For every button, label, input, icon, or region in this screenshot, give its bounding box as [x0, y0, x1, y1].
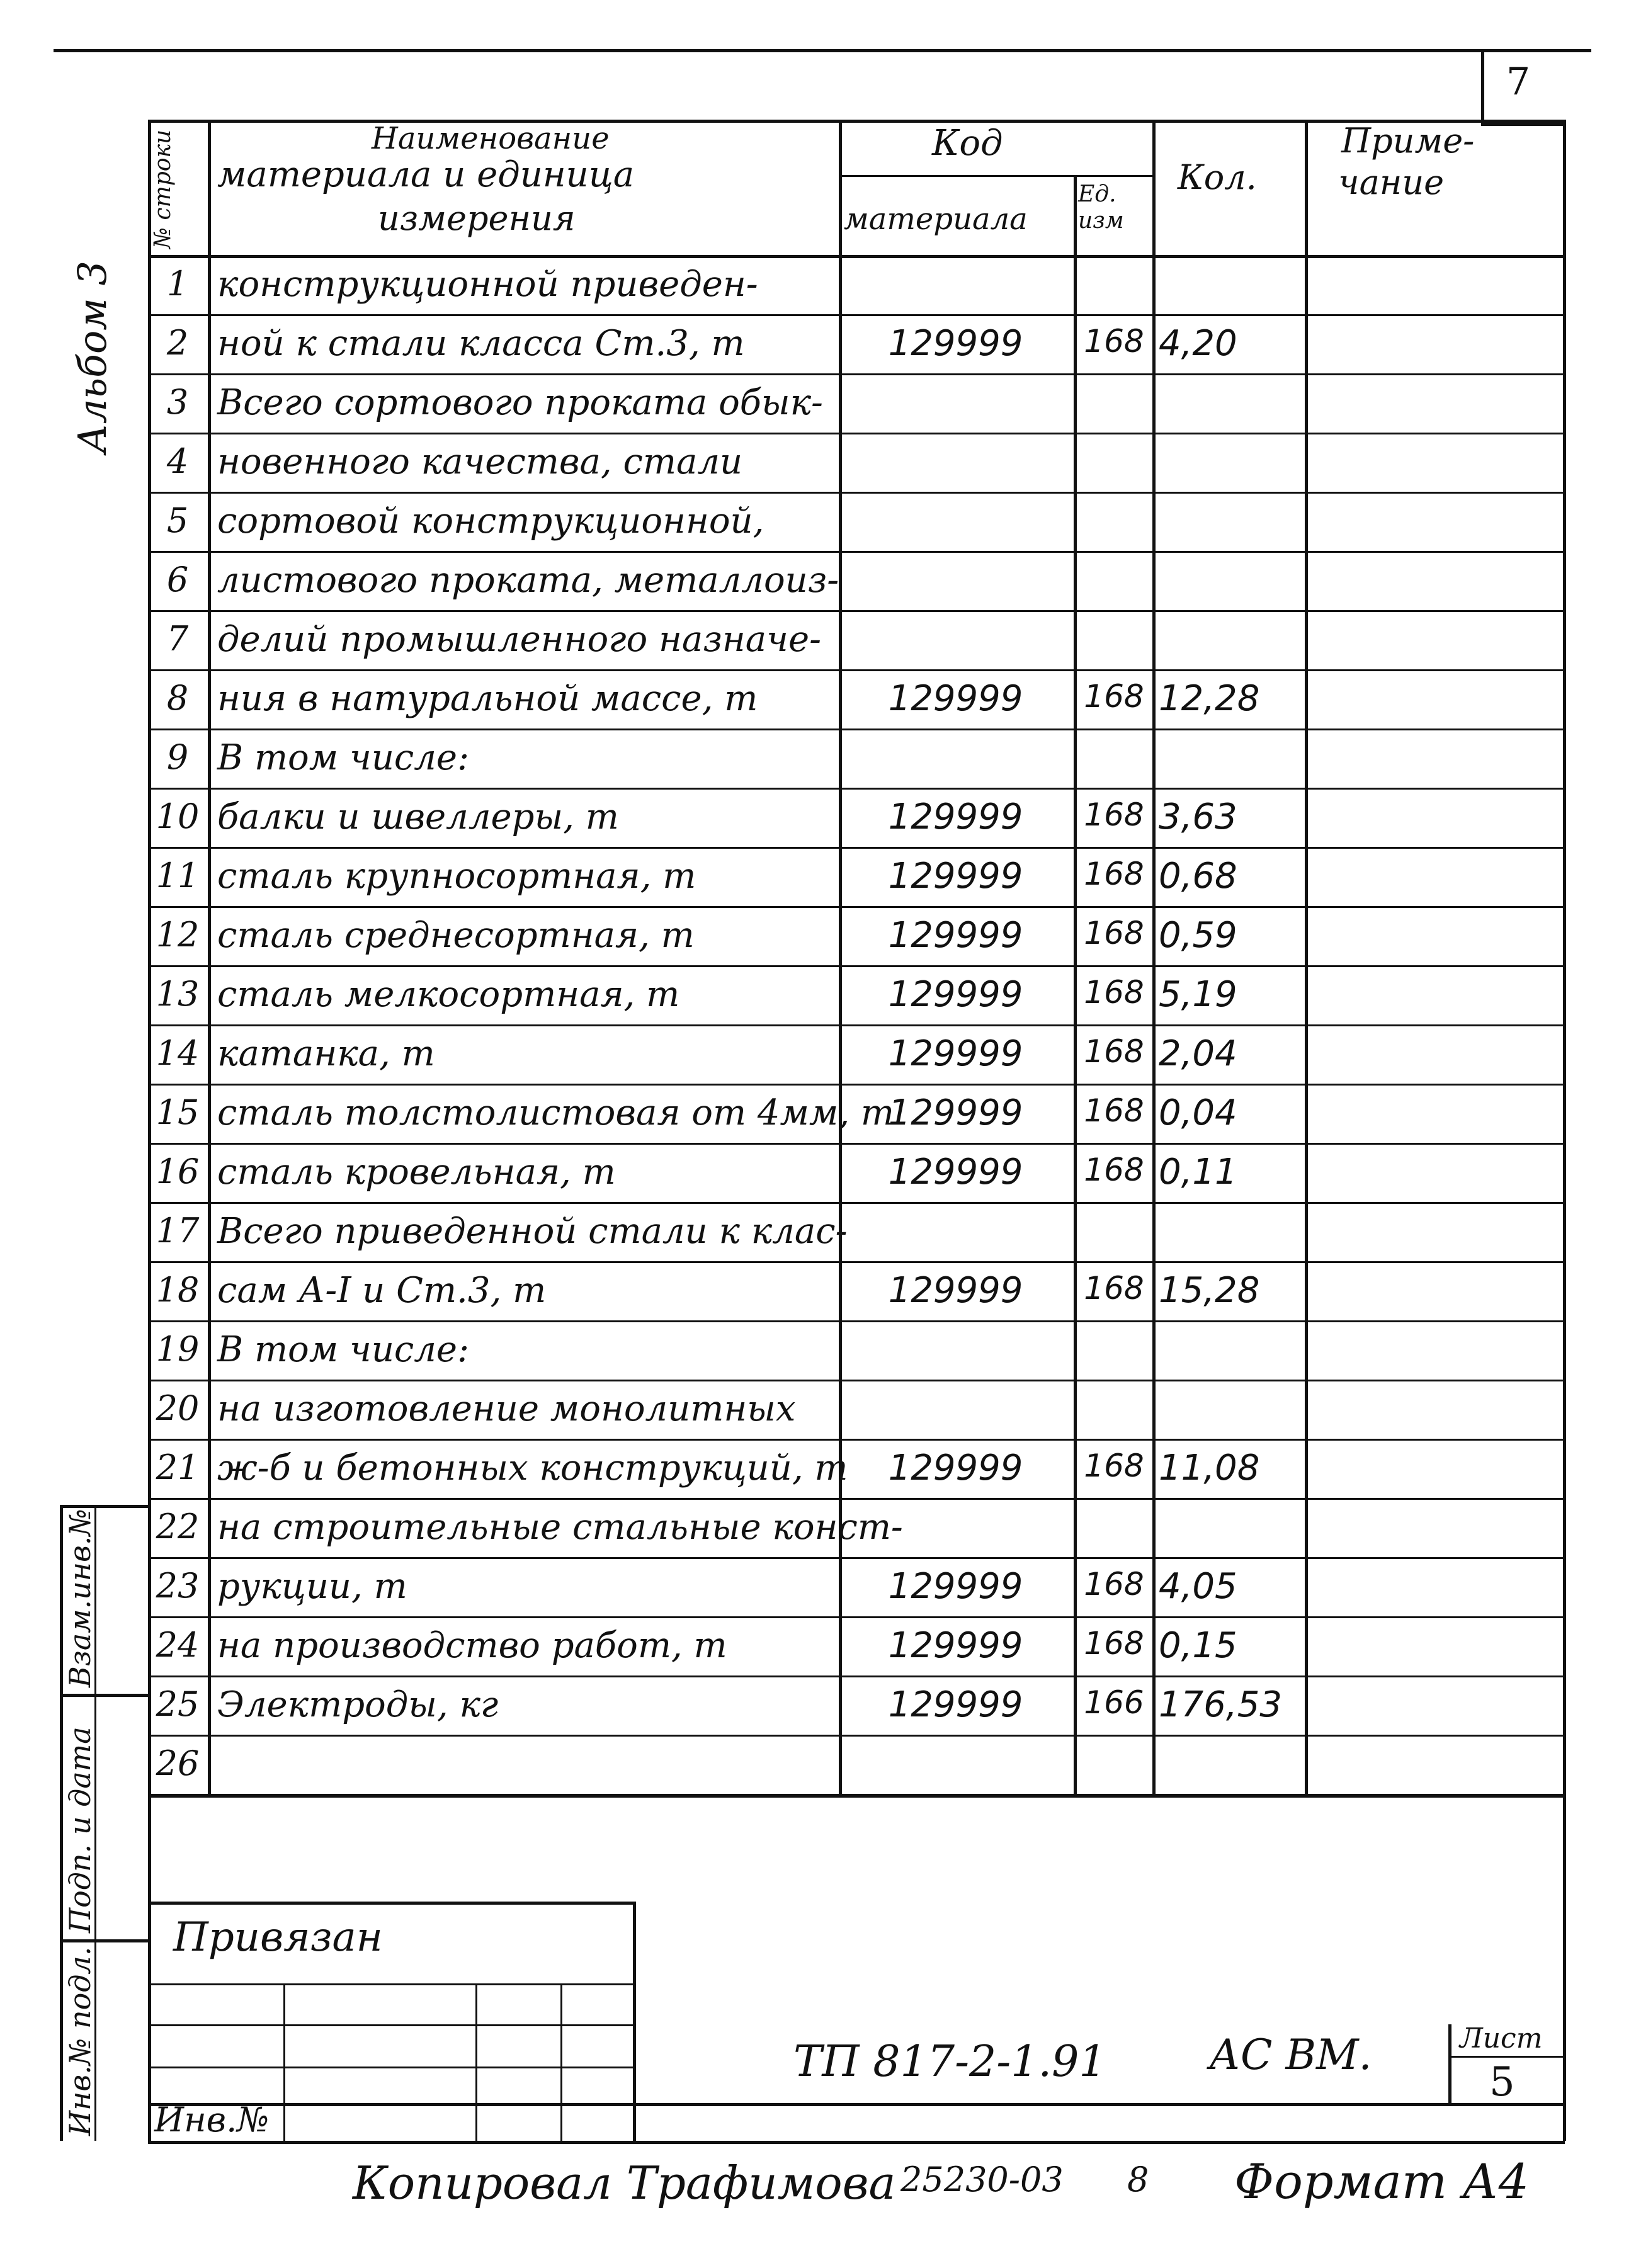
row-divider	[148, 906, 1565, 908]
header-name-line2: материала и единица	[217, 154, 635, 195]
header-note-line1: Приме-	[1341, 121, 1475, 161]
header-unit: Ед. изм	[1078, 181, 1124, 234]
row-material-code: 129999	[888, 1092, 1023, 1133]
col-rowno-divider	[208, 120, 211, 1795]
row-material-name: сталь кровельная, т	[217, 1152, 616, 1193]
row-material-code: 129999	[888, 974, 1023, 1015]
row-quantity: 5,19	[1159, 974, 1237, 1015]
row-unit-code: 168	[1084, 323, 1144, 360]
row-divider	[148, 1084, 1565, 1086]
header-bottom	[148, 255, 1565, 258]
row-number: 3	[166, 382, 189, 422]
row-divider	[148, 1143, 1565, 1145]
side-label-podp: Подп. и дата	[63, 1727, 97, 1933]
row-divider	[148, 965, 1565, 967]
row-unit-code: 168	[1084, 1270, 1144, 1307]
header-row-no: № строки	[150, 129, 176, 249]
page-number: 7	[1506, 60, 1531, 104]
row-number: 1	[166, 264, 189, 303]
footer-format: Формат А4	[1234, 2153, 1529, 2209]
row-material-name: сталь крупносортная, т	[217, 856, 696, 897]
side-stamp-div1	[60, 1694, 148, 1697]
stamp-sheet-no: 5	[1489, 2059, 1515, 2106]
header-name-line1: Наименование	[372, 121, 610, 156]
stamp-v2	[475, 1983, 477, 2141]
row-material-name: В том числе:	[217, 737, 469, 778]
side-label-inv: Инв.№ подл.	[63, 1946, 97, 2136]
row-quantity: 0,15	[1159, 1625, 1237, 1666]
sheet-box-divider	[1448, 2056, 1565, 2058]
row-divider	[148, 1675, 1565, 1677]
stamp-h3	[148, 2067, 636, 2068]
row-divider	[148, 610, 1565, 612]
footer-sheet: 8	[1127, 2160, 1149, 2199]
row-number: 13	[156, 974, 200, 1014]
row-material-name: В том числе:	[217, 1329, 469, 1370]
row-quantity: 12,28	[1159, 678, 1260, 719]
stamp-doc-code: ТП 817-2-1.91	[793, 2037, 1106, 2087]
stamp-top	[148, 1902, 636, 1905]
row-material-name: делий промышленного назначе-	[217, 619, 822, 660]
row-number: 25	[156, 1684, 200, 1724]
row-unit-code: 168	[1084, 856, 1144, 892]
row-material-name: Электроды, кг	[217, 1684, 499, 1725]
row-quantity: 3,63	[1159, 797, 1237, 837]
row-quantity: 0,68	[1159, 856, 1237, 897]
row-number: 6	[166, 560, 189, 599]
row-unit-code: 168	[1084, 1625, 1144, 1662]
row-material-code: 129999	[888, 1033, 1023, 1074]
side-stamp-top	[60, 1505, 148, 1508]
row-material-name: листового проката, металлоиз-	[217, 560, 839, 601]
row-quantity: 4,20	[1159, 323, 1237, 364]
row-number: 14	[156, 1033, 200, 1073]
row-number: 11	[156, 856, 200, 895]
row-number: 7	[166, 619, 189, 659]
stamp-section: АС ВМ.	[1209, 2031, 1372, 2079]
row-unit-code: 168	[1084, 1092, 1144, 1129]
row-material-code: 129999	[888, 678, 1023, 719]
row-divider	[148, 788, 1565, 790]
row-unit-code: 168	[1084, 1033, 1144, 1070]
footer-order: 25230-03	[900, 2160, 1064, 2199]
row-unit-code: 168	[1084, 974, 1144, 1011]
row-material-name: ния в натуральной массе, т	[217, 678, 758, 719]
footer-copied: Копировал Трафимова	[353, 2157, 896, 2209]
row-number: 21	[156, 1448, 200, 1487]
header-name-line3: измерения	[378, 198, 576, 238]
row-divider	[148, 492, 1565, 494]
side-stamp-div2	[60, 1939, 148, 1942]
row-unit-code: 168	[1084, 915, 1144, 951]
sheet-box-left	[1448, 2024, 1451, 2103]
stamp-privyazan: Привязан	[173, 1914, 383, 1961]
album-label: Альбом 3	[69, 261, 115, 453]
row-material-code: 129999	[888, 856, 1023, 897]
row-divider	[148, 1498, 1565, 1500]
row-material-code: 129999	[888, 1152, 1023, 1193]
row-material-name: на изготовление монолитных	[217, 1388, 796, 1429]
row-number: 20	[156, 1388, 200, 1428]
header-qty: Кол.	[1178, 157, 1257, 197]
row-quantity: 11,08	[1159, 1448, 1260, 1488]
row-number: 8	[166, 678, 189, 718]
row-unit-code: 168	[1084, 1448, 1144, 1484]
row-divider	[148, 1261, 1565, 1263]
stamp-v3	[560, 1983, 562, 2141]
top-border	[54, 49, 1591, 52]
row-quantity: 0,11	[1159, 1152, 1237, 1193]
frame-right	[1563, 120, 1566, 2141]
row-material-name: новенного качества, стали	[217, 441, 743, 482]
page-number-box-bottom	[1481, 123, 1563, 126]
page-number-box-left	[1481, 49, 1484, 125]
row-divider	[148, 847, 1565, 849]
row-divider	[148, 373, 1565, 375]
header-material: материала	[844, 201, 1028, 237]
row-quantity: 0,59	[1159, 915, 1237, 956]
row-number: 16	[156, 1152, 200, 1191]
row-divider	[148, 1202, 1565, 1204]
row-material-code: 129999	[888, 323, 1023, 364]
row-divider	[148, 1735, 1565, 1737]
row-number: 4	[166, 441, 189, 481]
row-material-name: сталь среднесортная, т	[217, 915, 695, 956]
row-unit-code: 168	[1084, 1566, 1144, 1602]
row-quantity: 176,53	[1159, 1684, 1282, 1725]
row-material-code: 129999	[888, 1270, 1023, 1311]
row-material-name: катанка, т	[217, 1033, 435, 1074]
col-unit-divider	[1152, 120, 1156, 1795]
row-material-name: на строительные стальные конст-	[217, 1507, 903, 1548]
stamp-h1	[148, 1983, 636, 1985]
row-quantity: 2,04	[1159, 1033, 1237, 1074]
row-divider	[148, 669, 1565, 671]
row-number: 24	[156, 1625, 200, 1665]
row-number: 2	[166, 323, 189, 363]
row-number: 17	[156, 1211, 200, 1250]
row-unit-code: 168	[1084, 797, 1144, 833]
stamp-v1	[283, 1983, 285, 2141]
row-material-name: рукции, т	[217, 1566, 407, 1607]
row-number: 12	[156, 915, 200, 955]
row-number: 19	[156, 1329, 200, 1369]
row-material-name: на производство работ, т	[217, 1625, 727, 1666]
row-material-name: сталь мелкосортная, т	[217, 974, 680, 1015]
row-material-name: ной к стали класса Ст.3, т	[217, 323, 745, 364]
row-divider	[148, 1320, 1565, 1322]
header-code: Код	[932, 123, 1003, 164]
row-divider	[148, 1439, 1565, 1441]
row-divider	[148, 1380, 1565, 1381]
side-label-vzam: Взам.инв.№	[63, 1509, 97, 1687]
row-unit-code: 168	[1084, 1152, 1144, 1188]
row-number: 22	[156, 1507, 200, 1546]
row-material-code: 129999	[888, 797, 1023, 837]
row-material-name: сталь толстолистовая от 4мм, т	[217, 1092, 895, 1133]
row-divider	[148, 314, 1565, 316]
row-material-code: 129999	[888, 1684, 1023, 1725]
row-material-name: конструкционной приведен-	[217, 264, 758, 305]
row-divider	[148, 551, 1565, 553]
code-header-divider	[839, 175, 1152, 177]
row-material-code: 129999	[888, 915, 1023, 956]
row-material-name: сортовой конструкционной,	[217, 501, 764, 541]
row-material-code: 129999	[888, 1566, 1023, 1607]
row-number: 23	[156, 1566, 200, 1606]
row-material-code: 129999	[888, 1448, 1023, 1488]
row-material-name: Всего приведенной стали к клас-	[217, 1211, 848, 1252]
row-unit-code: 168	[1084, 678, 1144, 715]
stamp-h4	[148, 2103, 1565, 2106]
table-bottom	[148, 1795, 1565, 1798]
row-material-name: ж-б и бетонных конструкций, т	[217, 1448, 848, 1488]
frame-bottom	[148, 2141, 1565, 2144]
row-material-name: Всего сортового проката обык-	[217, 382, 823, 423]
row-number: 10	[156, 797, 200, 836]
col-qty-divider	[1305, 120, 1308, 1795]
row-divider	[148, 433, 1565, 434]
stamp-sheet-label: Лист	[1460, 2022, 1543, 2055]
row-material-name: сам А-I и Ст.3, т	[217, 1270, 547, 1311]
row-number: 18	[156, 1270, 200, 1310]
row-divider	[148, 1557, 1565, 1559]
row-unit-code: 166	[1084, 1684, 1144, 1721]
row-number: 15	[156, 1092, 200, 1132]
row-divider	[148, 729, 1565, 730]
row-quantity: 4,05	[1159, 1566, 1237, 1607]
stamp-inv-no: Инв.№	[154, 2100, 270, 2140]
row-number: 9	[166, 737, 189, 777]
row-number: 5	[166, 501, 189, 540]
stamp-h2	[148, 2024, 636, 2026]
row-material-name: балки и швеллеры, т	[217, 797, 619, 837]
row-divider	[148, 1024, 1565, 1026]
row-quantity: 0,04	[1159, 1092, 1237, 1133]
row-divider	[148, 1616, 1565, 1618]
row-number: 26	[156, 1744, 200, 1783]
row-material-code: 129999	[888, 1625, 1023, 1666]
row-quantity: 15,28	[1159, 1270, 1260, 1311]
header-note-line2: чание	[1338, 162, 1445, 202]
